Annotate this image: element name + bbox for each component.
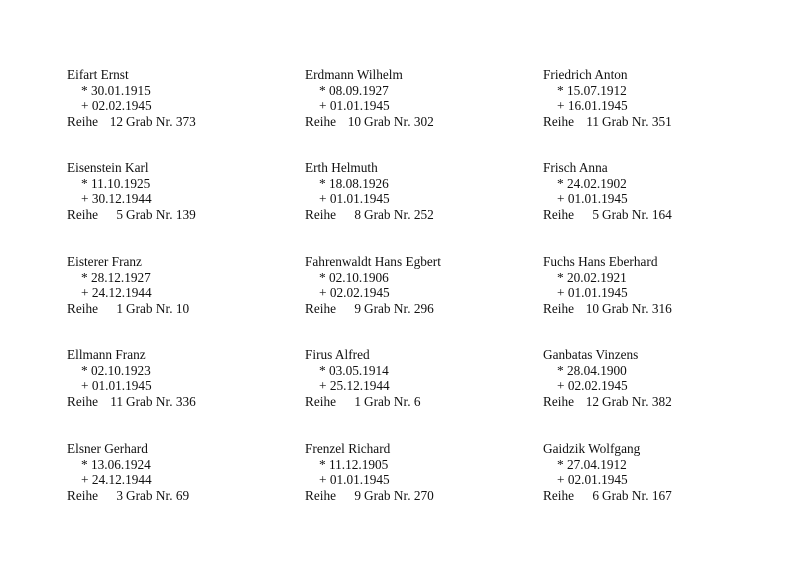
grave-number: Grab Nr. 302 <box>364 113 434 129</box>
person-name: Fuchs Hans Eberhard <box>543 254 658 269</box>
row-label: Reihe <box>543 206 575 222</box>
death-date: + 01.01.1945 <box>319 98 390 114</box>
row-number: 1 <box>116 300 123 316</box>
death-date: + 25.12.1944 <box>319 378 390 394</box>
birth-date: * 20.02.1921 <box>557 269 627 285</box>
death-date: + 01.01.1945 <box>319 191 390 207</box>
grave-number: Grab Nr. 382 <box>602 393 672 409</box>
grave-location <box>67 207 287 223</box>
grave-entry <box>305 347 525 409</box>
row-number: 12 <box>585 393 599 409</box>
row-number: 5 <box>116 206 123 222</box>
person-name: Elsner Gerhard <box>67 441 148 456</box>
grave-location <box>305 488 525 504</box>
person-name: Eisterer Franz <box>67 254 142 269</box>
death-date: + 30.12.1944 <box>81 191 152 207</box>
grave-entry <box>305 160 525 222</box>
grave-number: Grab Nr. 164 <box>602 206 672 222</box>
death-date: + 01.01.1945 <box>319 472 390 488</box>
grave-location <box>543 394 763 410</box>
row-number: 6 <box>592 487 599 503</box>
grave-location <box>67 114 287 130</box>
birth-date: * 11.12.1905 <box>319 456 389 472</box>
grave-entry <box>305 441 525 503</box>
birth-date: * 13.06.1924 <box>81 456 151 472</box>
birth-date: * 15.07.1912 <box>557 82 627 98</box>
person-name: Eisenstein Karl <box>67 160 149 175</box>
grave-location <box>543 207 763 223</box>
row-number: 11 <box>586 113 599 129</box>
grave-number: Grab Nr. 167 <box>602 487 672 503</box>
row-label: Reihe <box>67 206 99 222</box>
grave-location <box>305 301 525 317</box>
row-number: 9 <box>354 487 361 503</box>
person-name: Eifart Ernst <box>67 67 129 82</box>
birth-date: * 08.09.1927 <box>319 82 389 98</box>
person-name: Firus Alfred <box>305 347 370 362</box>
row-label: Reihe <box>305 206 337 222</box>
birth-date: * 30.01.1915 <box>81 82 151 98</box>
grave-number: Grab Nr. 10 <box>126 300 190 316</box>
row-label: Reihe <box>67 113 99 129</box>
grave-location <box>543 488 763 504</box>
birth-date: * 02.10.1906 <box>319 269 389 285</box>
row-number: 5 <box>592 206 599 222</box>
grave-location <box>305 114 525 130</box>
grave-entry <box>67 254 287 316</box>
row-number: 8 <box>354 206 361 222</box>
person-name: Gaidzik Wolfgang <box>543 441 641 456</box>
grave-location <box>543 301 763 317</box>
birth-date: * 11.10.1925 <box>81 175 151 191</box>
death-date: + 24.12.1944 <box>81 285 152 301</box>
row-number: 1 <box>354 393 361 409</box>
birth-date: * 27.04.1912 <box>557 456 627 472</box>
birth-date: * 24.02.1902 <box>557 175 627 191</box>
birth-date: * 03.05.1914 <box>319 362 389 378</box>
death-date: + 01.01.1945 <box>81 378 152 394</box>
death-date: + 01.01.1945 <box>557 191 628 207</box>
death-date: + 01.01.1945 <box>557 285 628 301</box>
row-label: Reihe <box>543 300 575 316</box>
grave-entry <box>543 67 763 129</box>
grave-location <box>543 114 763 130</box>
grave-location <box>67 488 287 504</box>
person-name: Friedrich Anton <box>543 67 628 82</box>
grave-number: Grab Nr. 6 <box>364 393 421 409</box>
grave-number: Grab Nr. 373 <box>126 113 196 129</box>
death-date: + 02.02.1945 <box>81 98 152 114</box>
grave-location <box>67 394 287 410</box>
birth-date: * 18.08.1926 <box>319 175 389 191</box>
row-label: Reihe <box>67 487 99 503</box>
death-date: + 16.01.1945 <box>557 98 628 114</box>
grave-entry <box>67 67 287 129</box>
row-label: Reihe <box>67 393 99 409</box>
row-label: Reihe <box>305 113 337 129</box>
grave-entry <box>67 347 287 409</box>
person-name: Erth Helmuth <box>305 160 378 175</box>
row-number: 10 <box>347 113 361 129</box>
birth-date: * 02.10.1923 <box>81 362 151 378</box>
person-name: Frisch Anna <box>543 160 608 175</box>
row-label: Reihe <box>305 393 337 409</box>
row-label: Reihe <box>543 487 575 503</box>
person-name: Frenzel Richard <box>305 441 391 456</box>
grave-number: Grab Nr. 351 <box>602 113 672 129</box>
person-name: Erdmann Wilhelm <box>305 67 403 82</box>
grave-entry <box>543 441 763 503</box>
person-name: Ellmann Franz <box>67 347 146 362</box>
grave-entry <box>543 160 763 222</box>
row-number: 10 <box>585 300 599 316</box>
birth-date: * 28.04.1900 <box>557 362 627 378</box>
person-name: Ganbatas Vinzens <box>543 347 639 362</box>
death-date: + 02.02.1945 <box>319 285 390 301</box>
person-name: Fahrenwaldt Hans Egbert <box>305 254 441 269</box>
grave-location <box>305 394 525 410</box>
row-label: Reihe <box>543 113 575 129</box>
grave-number: Grab Nr. 296 <box>364 300 434 316</box>
grave-number: Grab Nr. 139 <box>126 206 196 222</box>
row-number: 11 <box>110 393 123 409</box>
row-label: Reihe <box>543 393 575 409</box>
row-number: 9 <box>354 300 361 316</box>
row-label: Reihe <box>305 300 337 316</box>
grave-location <box>305 207 525 223</box>
birth-date: * 28.12.1927 <box>81 269 151 285</box>
grave-entry <box>543 347 763 409</box>
grave-number: Grab Nr. 252 <box>364 206 434 222</box>
grave-location <box>67 301 287 317</box>
grave-entry <box>67 160 287 222</box>
death-date: + 02.02.1945 <box>557 378 628 394</box>
death-date: + 24.12.1944 <box>81 472 152 488</box>
death-date: + 02.01.1945 <box>557 472 628 488</box>
row-label: Reihe <box>305 487 337 503</box>
grave-number: Grab Nr. 69 <box>126 487 190 503</box>
grave-entry <box>543 254 763 316</box>
grave-entry <box>67 441 287 503</box>
grave-number: Grab Nr. 270 <box>364 487 434 503</box>
grave-entry <box>305 254 525 316</box>
row-number: 3 <box>116 487 123 503</box>
grave-number: Grab Nr. 316 <box>602 300 672 316</box>
grave-entry <box>305 67 525 129</box>
row-label: Reihe <box>67 300 99 316</box>
row-number: 12 <box>109 113 123 129</box>
grave-number: Grab Nr. 336 <box>126 393 196 409</box>
